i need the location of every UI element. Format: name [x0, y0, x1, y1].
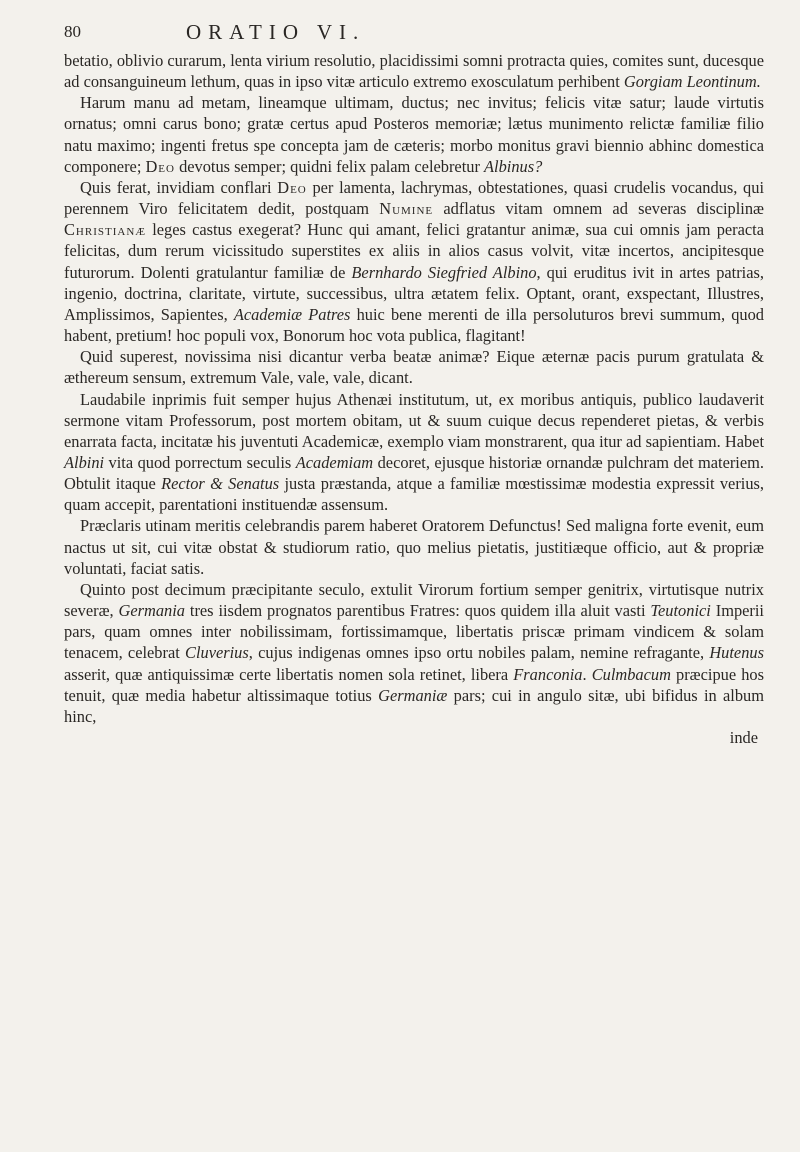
paragraph-p3 — [64, 177, 764, 346]
text-run: Quis ferat, invidiam conflari — [80, 177, 278, 197]
text-run: Bernhardo Siegfried Albino — [351, 262, 537, 282]
page-header — [64, 22, 764, 48]
text-run: justa præstanda, atque a familiæ mœstissimæ modestia expressit verius, quam accepit, parentationi instituendæ assensum. — [64, 474, 765, 515]
text-run: Culmbacum — [591, 664, 671, 684]
text-run: tres iisdem prognatos parentibus Fratres: quos quidem illa aluit vasti — [184, 601, 651, 621]
text-run: Germania — [118, 601, 185, 621]
text-run: Franconia — [513, 664, 583, 684]
text-run: Rector & Senatus — [161, 474, 280, 494]
text-run: Germaniæ — [378, 685, 448, 705]
text-run: Academiam — [295, 452, 374, 472]
paragraph-p7 — [64, 579, 764, 727]
text-run: asserit, quæ antiquissimæ certe libertatis nomen sola retinet, libera — [64, 664, 514, 684]
text-run: Laudabile inprimis fuit semper hujus Athenæi institutum, ut, ex moribus antiquis, publico laudaverit sermone vitam Professorum, post mortem obitam, ut & suum cuique decus rependeret pietas, & verbis enarrata facta, incitatæ his juventuti Academicæ, exemplo viam monstrarent, qua itur ad sapientiam. Habet — [64, 389, 764, 451]
text-run: . — [582, 664, 592, 684]
text-run: Numine — [379, 199, 434, 219]
paragraph-p2 — [64, 92, 764, 177]
text-run: Teutonici — [650, 601, 711, 621]
body-text — [64, 50, 764, 727]
text-run: Imperii pars, quam omnes inter nobilissimam, fortissimamque, libertatis priscæ primam vindicem & solam tenacem, celebrat — [64, 601, 764, 663]
catchword: inde — [729, 728, 758, 747]
text-run: , cujus indigenas omnes ipso ortu nobiles palam, nemine refragante, — [248, 643, 710, 663]
page-number: 80 — [64, 22, 81, 41]
text-run: Gorgiam Leontinum. — [623, 72, 761, 92]
text-run: adflatus vitam omnem ad severas disciplinæ — [433, 199, 764, 219]
text-run: Quinto post decimum præcipitante seculo, extulit Virorum fortium semper genitrix, virtutisque nutrix severæ, — [64, 579, 764, 621]
text-run: leges castus exegerat? Hunc qui amant, felici gratantur animæ, sua cui omnis jam peracta felicitas, dum rerum vicissitudo superstites ex aliis in alios casus volvit, vitæ incertos, ancipitesque futurorum. Dolenti gratulantur familiæ de — [64, 220, 764, 282]
paragraph-p1 — [64, 50, 764, 92]
text-run: Harum manu ad metam, lineamque ultimam, ductus; nec invitus; felicis vitæ satur; laude virtutis ornatus; omni carus bono; gratæ certus apud Posteros memoriæ; lætus munimento relictæ familiæ filio natu maximo; ingenti fretus spe concepta jam de cæteris; morbo monitus gravi biennio abhinc domestica componere; — [64, 93, 764, 176]
text-run: vita quod porrectum seculis — [104, 452, 296, 472]
text-run: Academiæ Patres — [233, 304, 351, 324]
text-run: Deo — [277, 177, 307, 197]
text-run: , qui eruditus ivit in artes patrias, ingenio, doctrina, claritate, virtute, successibus, ultra ætatem felix. Optant, orant, exspectant, Illustres, Amplissimos, Sapientes, — [64, 262, 764, 324]
text-run: Hutenus — [709, 643, 764, 663]
text-run: devotus semper; quidni felix palam celebretur — [174, 156, 485, 176]
running-head: ORATIO VI. — [186, 20, 366, 44]
text-run: Præclaris utinam meritis celebrandis parem haberet Oratorem Defunctus! Sed maligna forte evenit, eum nactus ut sit, cui vitæ obstat & studiorum ratio, quo melius pietatis, justitiæque officio, aut & propriæ voluntati, faciat satis. — [64, 516, 764, 578]
text-run: decoret, ejusque historiæ ornandæ pulchram det materiem. Obtulit itaque — [64, 452, 764, 494]
text-run: præcipue hos tenuit, quæ media habetur altissimaque totius — [64, 664, 764, 705]
text-run: Albini — [64, 452, 105, 472]
text-run: betatio, oblivio curarum, lenta virium resolutio, placidissimi somni protracta quies, comites sunt, ducesque ad consanguineum lethum, quas in ipso vitæ articulo extremo exosculatum perhibent — [64, 51, 764, 92]
text-run: Cluverius — [185, 643, 249, 663]
text-run: huic bene merenti de illa persoluturos brevi summum, quod habent, pretium! hoc populi vox, Bonorum hoc vota publica, flagitant! — [64, 304, 764, 346]
paragraph-p5 — [64, 389, 764, 516]
paragraph-p4 — [64, 346, 764, 388]
text-run: Christianæ — [64, 220, 147, 240]
text-run: per lamenta, lachrymas, obtestationes, quasi crudelis vocandus, qui perennem Viro felicitatem dedit, postquam — [64, 177, 764, 219]
text-run: Quid superest, novissima nisi dicantur verba beatæ animæ? Eique æternæ pacis purum gratulata & æthereum sensum, extremum Vale, vale, vale, dicant. — [64, 347, 764, 388]
text-run: Albinus? — [484, 156, 543, 176]
text-run: Deo — [145, 156, 175, 176]
text-run: pars; cui in angulo sitæ, ubi bifidus in album hinc, — [64, 685, 764, 726]
paragraph-p6 — [64, 515, 764, 578]
